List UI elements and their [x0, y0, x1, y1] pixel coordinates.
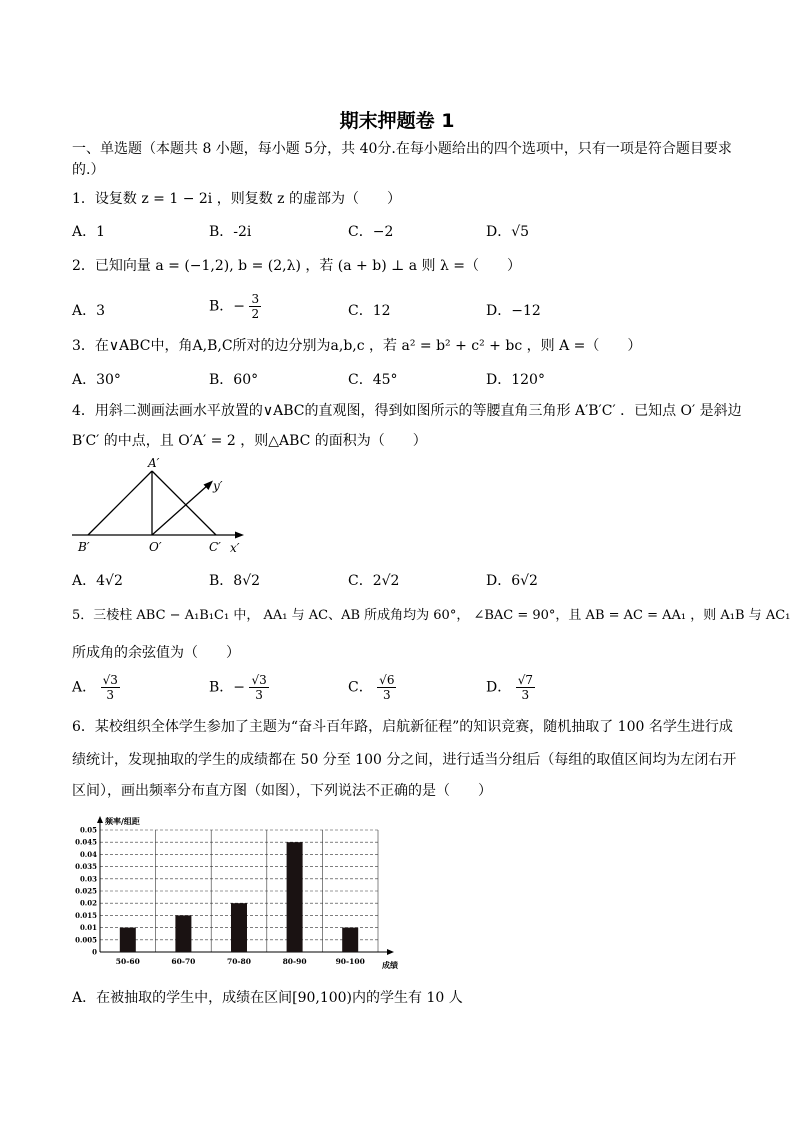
q5-c-denominator: 3 — [382, 688, 391, 702]
label-o: O′ — [149, 540, 162, 554]
q4-option-d: D．6√2 — [486, 573, 538, 589]
q6-option-a: A．在被抽取的学生中，成绩在区间[90,100)内的学生有 10 人 — [72, 990, 463, 1006]
y-tick-label: 0.05 — [79, 825, 97, 835]
x-tick-label: 90-100 — [335, 957, 365, 966]
q2-option-c: C．12 — [348, 303, 391, 319]
y-axis-arrow — [97, 816, 103, 823]
histogram-bar — [231, 903, 247, 952]
q3-option-d: D．120° — [486, 372, 545, 388]
y-tick-label: 0.04 — [79, 849, 97, 859]
section-heading-cont: 的.） — [72, 162, 105, 178]
q5-a-numerator: √3 — [102, 673, 118, 687]
y-tick-label: 0 — [92, 947, 97, 957]
x-tick-label: 50-60 — [115, 957, 140, 966]
q5-stem-line2: 所成角的余弦值为（ ） — [72, 645, 240, 661]
histogram-bar — [287, 842, 303, 952]
q4-option-c: C．2√2 — [348, 573, 400, 589]
q2-option-b-prefix: B．− — [209, 298, 246, 315]
q2-b-denominator: 2 — [251, 307, 260, 321]
y-tick-label: 0.02 — [79, 898, 97, 908]
q4-option-a: A．4√2 — [72, 573, 123, 589]
q1-stem: 1．设复数 z = 1 − 2i ，则复数 z 的虚部为（ ） — [72, 191, 402, 207]
q2-option-a: A．3 — [72, 303, 106, 319]
q5-option-d — [486, 673, 535, 702]
x-tick-label: 60-70 — [171, 957, 196, 966]
label-b: B′ — [78, 540, 90, 554]
q5-stem-line1: 5．三棱柱 ABC − A₁B₁C₁ 中， AA₁ 与 AC、AB 所成角均为 60°， ∠BAC = 90°，且 AB = AC = AA₁ ，则 A₁B 与 AC₁ — [72, 608, 791, 623]
y-tick-label: 0.01 — [79, 923, 97, 933]
q2-option-d: D．−12 — [486, 303, 541, 319]
q4-stem-line1: 4．用斜二测画法画水平放置的∨ABC的直观图，得到如图所示的等腰直角三角形 A′B′C′ ．已知点 O′ 是斜边 — [72, 403, 742, 419]
q2-option-b — [209, 292, 261, 321]
q3-stem: 3．在∨ABC中，角A,B,C所对的边分别为a,b,c ，若 a² = b² + c² + bc ，则 A =（ ） — [72, 338, 642, 354]
x-axis-arrow — [387, 949, 394, 955]
q3-option-a: A．30° — [72, 372, 121, 388]
q5-option-b — [209, 673, 269, 702]
x-tick-label: 70-80 — [227, 957, 251, 966]
q1-option-d: D．√5 — [486, 224, 530, 240]
q3-option-c: C．45° — [348, 372, 398, 388]
q5-option-d-prefix: D． — [486, 679, 512, 696]
q5-a-denominator: 3 — [106, 688, 115, 702]
q1-option-a: A．1 — [72, 224, 106, 240]
q5-b-denominator: 3 — [255, 688, 263, 702]
q2-b-numerator: 3 — [251, 292, 260, 306]
q5-option-c-prefix: C． — [348, 679, 373, 696]
q1-option-c: C．−2 — [348, 224, 394, 240]
label-c: C′ — [209, 540, 221, 554]
x-axis-label: 成绩 — [382, 960, 398, 970]
histogram-bar — [175, 915, 191, 952]
frequency-histogram — [66, 814, 406, 974]
q6-stem-line1: 6．某校组织全体学生参加了主题为“奋斗百年路，启航新征程”的知识竞赛，随机抽取了 100 名学生进行成 — [72, 719, 733, 735]
y-tick-label: 0.015 — [75, 910, 97, 920]
histogram-bar — [342, 928, 358, 952]
q3-option-b: B．60° — [209, 372, 259, 388]
page-title: 期末押题卷 1 — [339, 110, 455, 132]
q5-option-c-fraction — [377, 673, 396, 702]
q5-option-d-fraction — [516, 673, 535, 702]
section-heading: 一、单选题（本题共 8 小题，每小题 5分，共 40分.在每小题给出的四个选项中，只有一项是符合题目要求 — [72, 141, 732, 157]
q2-stem: 2．已知向量 a = (−1,2), b = (2,λ) ，若 (a + b) ⊥ a 则 λ =（ ） — [72, 258, 522, 274]
q6-stem-line3: 区间），画出频率分布直方图（如图），下列说法不正确的是（ ） — [72, 783, 492, 799]
q5-d-numerator: √7 — [517, 673, 533, 687]
y-axis-label: 频率/组距 — [105, 816, 140, 826]
label-y: y′ — [213, 479, 223, 493]
x-axis-arrow — [235, 532, 244, 539]
q5-option-a — [72, 673, 120, 702]
q5-option-a-fraction — [101, 673, 120, 702]
q5-c-numerator: √6 — [379, 673, 395, 687]
y-tick-label: 0.045 — [75, 837, 97, 847]
y-tick-label: 0.005 — [75, 935, 97, 945]
q5-option-b-prefix: B．− — [209, 679, 246, 696]
q2-option-b-fraction — [249, 292, 261, 321]
q5-option-c — [348, 673, 396, 702]
q4-figure — [68, 455, 258, 560]
y-tick-label: 0.035 — [75, 862, 97, 872]
q5-option-a-prefix: A． — [72, 679, 97, 696]
q5-d-denominator: 3 — [521, 688, 530, 702]
edge-ac — [152, 471, 216, 535]
q6-stem-line2: 绩统计，发现抽取的学生的成绩都在 50 分至 100 分之间，进行适当分组后（每组的取值区间均为左闭右开 — [72, 752, 737, 768]
q4-stem-line2: B′C′ 的中点，且 O′A′ = 2 ，则△ABC 的面积为（ ） — [72, 433, 427, 449]
label-a: A′ — [148, 456, 160, 470]
edge-ba — [88, 471, 152, 535]
y-tick-label: 0.03 — [79, 874, 97, 884]
y-tick-label: 0.025 — [75, 886, 97, 896]
x-tick-label: 80-90 — [282, 957, 307, 966]
label-x: x′ — [230, 541, 240, 555]
y-axis — [152, 485, 208, 535]
histogram-bar — [120, 928, 136, 952]
q5-option-b-fraction — [249, 673, 268, 702]
q4-option-b: B．8√2 — [209, 573, 261, 589]
q5-b-numerator: √3 — [251, 673, 267, 687]
q1-option-b: B．-2i — [209, 224, 252, 240]
